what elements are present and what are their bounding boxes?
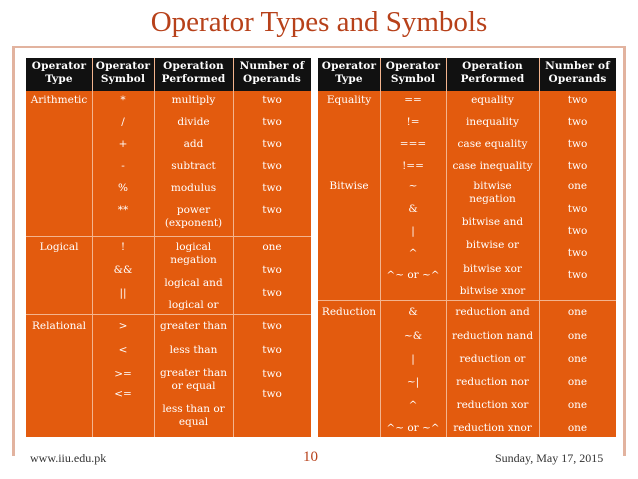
operands-cell: two (262, 94, 282, 106)
symbol-cell: ** (117, 204, 129, 216)
symbol-cell: ~| (406, 376, 420, 388)
group-label-arithmetic: Arithmetic (30, 94, 88, 106)
operation-cell: modulus (170, 182, 217, 194)
operands-cell: two (262, 182, 282, 194)
operands-cell: two (567, 160, 588, 172)
symbol-cell: ! (120, 241, 126, 253)
operation-cell: reduction or (459, 353, 526, 365)
operands-cell: two (262, 116, 282, 128)
operands-cell: two (262, 160, 282, 172)
operation-cell: case inequality (452, 160, 533, 172)
operation-cell: less than or equal (162, 403, 225, 428)
symbol-cell: - (121, 160, 125, 172)
operation-cell: power (exponent) (164, 204, 223, 229)
operation-cell: greater than (159, 320, 227, 332)
operands-cell: one (567, 306, 588, 318)
group-label-equality: Equality (326, 94, 372, 106)
symbol-cell: ^~ or ~^ (386, 422, 440, 434)
operands-cell: one (567, 422, 588, 434)
operands-cell: one (567, 399, 588, 411)
operands-cell: two (262, 388, 282, 400)
operator-table-left (26, 58, 311, 437)
frame-left-border (12, 46, 15, 456)
operation-cell: multiply (171, 94, 216, 106)
symbol-cell: ^ (408, 247, 418, 259)
operation-cell: reduction nand (451, 330, 534, 342)
operands-cell: two (567, 247, 588, 259)
operands-cell: two (262, 204, 282, 216)
table-header (318, 58, 616, 91)
table-header (26, 58, 311, 91)
frame-right-border (623, 46, 626, 456)
operation-cell: bitwise or (466, 239, 519, 251)
operation-cell: subtract (171, 160, 216, 172)
group-divider (26, 314, 311, 315)
operation-cell: inequality (466, 116, 519, 128)
operands-cell: two (262, 264, 282, 276)
operands-cell: one (262, 241, 282, 253)
header-operator-symbol: Operator Symbol (95, 60, 151, 85)
operation-cell: divide (177, 116, 210, 128)
operands-cell: one (567, 180, 588, 192)
symbol-cell: && (113, 264, 133, 276)
operands-cell: two (262, 368, 282, 380)
operands-cell: two (567, 138, 588, 150)
operation-cell: reduction xor (456, 399, 529, 411)
symbol-cell: ^ (408, 399, 418, 411)
symbol-cell: || (119, 287, 127, 299)
symbol-cell: < (118, 344, 128, 356)
footer-url: www.iiu.edu.pk (30, 451, 107, 465)
header-operator-type: Operator Type (321, 60, 377, 85)
operation-cell: greater than or equal (159, 367, 227, 392)
operation-cell: reduction and (455, 306, 530, 318)
slide-title: Operator Types and Symbols (150, 6, 488, 38)
header-operator-symbol: Operator Symbol (385, 60, 441, 85)
operation-cell: less than (169, 344, 218, 356)
operation-cell: logical negation (170, 241, 217, 266)
symbol-cell: | (411, 225, 415, 237)
header-number-of-operands: Number of Operands (239, 60, 305, 85)
operation-cell: add (183, 138, 204, 150)
operator-table-right (318, 58, 616, 437)
symbol-cell: > (118, 320, 128, 332)
column-divider (154, 58, 155, 437)
operands-cell: two (262, 138, 282, 150)
header-operation-performed: Operation Performed (161, 60, 226, 85)
header-operation-performed: Operation Performed (460, 60, 525, 85)
symbol-cell: ~& (403, 330, 423, 342)
operation-cell: bitwise xor (463, 263, 522, 275)
operation-cell: reduction nor (456, 376, 529, 388)
symbol-cell: & (408, 306, 418, 318)
symbol-cell: ^~ or ~^ (386, 269, 440, 281)
symbol-cell: <= (114, 388, 132, 400)
group-label-bitwise: Bitwise (329, 180, 369, 192)
frame-top-border (12, 46, 626, 48)
footer-date: Sunday, May 17, 2015 (495, 451, 604, 465)
symbol-cell: / (121, 116, 125, 128)
symbol-cell: % (118, 182, 128, 194)
operands-cell: two (567, 94, 588, 106)
operands-cell: two (567, 225, 588, 237)
operation-cell: logical or (168, 299, 219, 311)
operands-cell: two (567, 203, 588, 215)
operation-cell: logical and (164, 277, 223, 289)
operands-cell: two (567, 269, 588, 281)
symbol-cell: ~ (408, 180, 418, 192)
operands-cell: two (567, 116, 588, 128)
symbol-cell: === (399, 138, 427, 150)
operation-cell: reduction xnor (453, 422, 532, 434)
operands-cell: two (262, 344, 282, 356)
header-number-of-operands: Number of Operands (545, 60, 610, 85)
symbol-cell: * (120, 94, 126, 106)
group-divider (26, 236, 311, 237)
group-divider (318, 300, 616, 301)
header-operator-type: Operator Type (31, 60, 87, 85)
operands-cell: one (567, 353, 588, 365)
symbol-cell: + (118, 138, 128, 150)
symbol-cell: != (406, 116, 420, 128)
page-number: 10 (303, 449, 318, 465)
operation-cell: equality (471, 94, 514, 106)
operands-cell: two (262, 320, 282, 332)
operands-cell: one (567, 330, 588, 342)
symbol-cell: >= (114, 368, 132, 380)
group-label-relational: Relational (31, 320, 87, 332)
operation-cell: bitwise negation (469, 180, 516, 205)
symbol-cell: == (404, 94, 422, 106)
operands-cell: one (567, 376, 588, 388)
operation-cell: case equality (457, 138, 528, 150)
group-label-logical: Logical (39, 241, 79, 253)
symbol-cell: !== (402, 160, 424, 172)
symbol-cell: & (408, 203, 418, 215)
operation-cell: bitwise xnor (459, 285, 526, 297)
group-label-reduction: Reduction (321, 306, 377, 318)
operands-cell: two (262, 287, 282, 299)
symbol-cell: | (411, 353, 415, 365)
operation-cell: bitwise and (461, 216, 524, 228)
